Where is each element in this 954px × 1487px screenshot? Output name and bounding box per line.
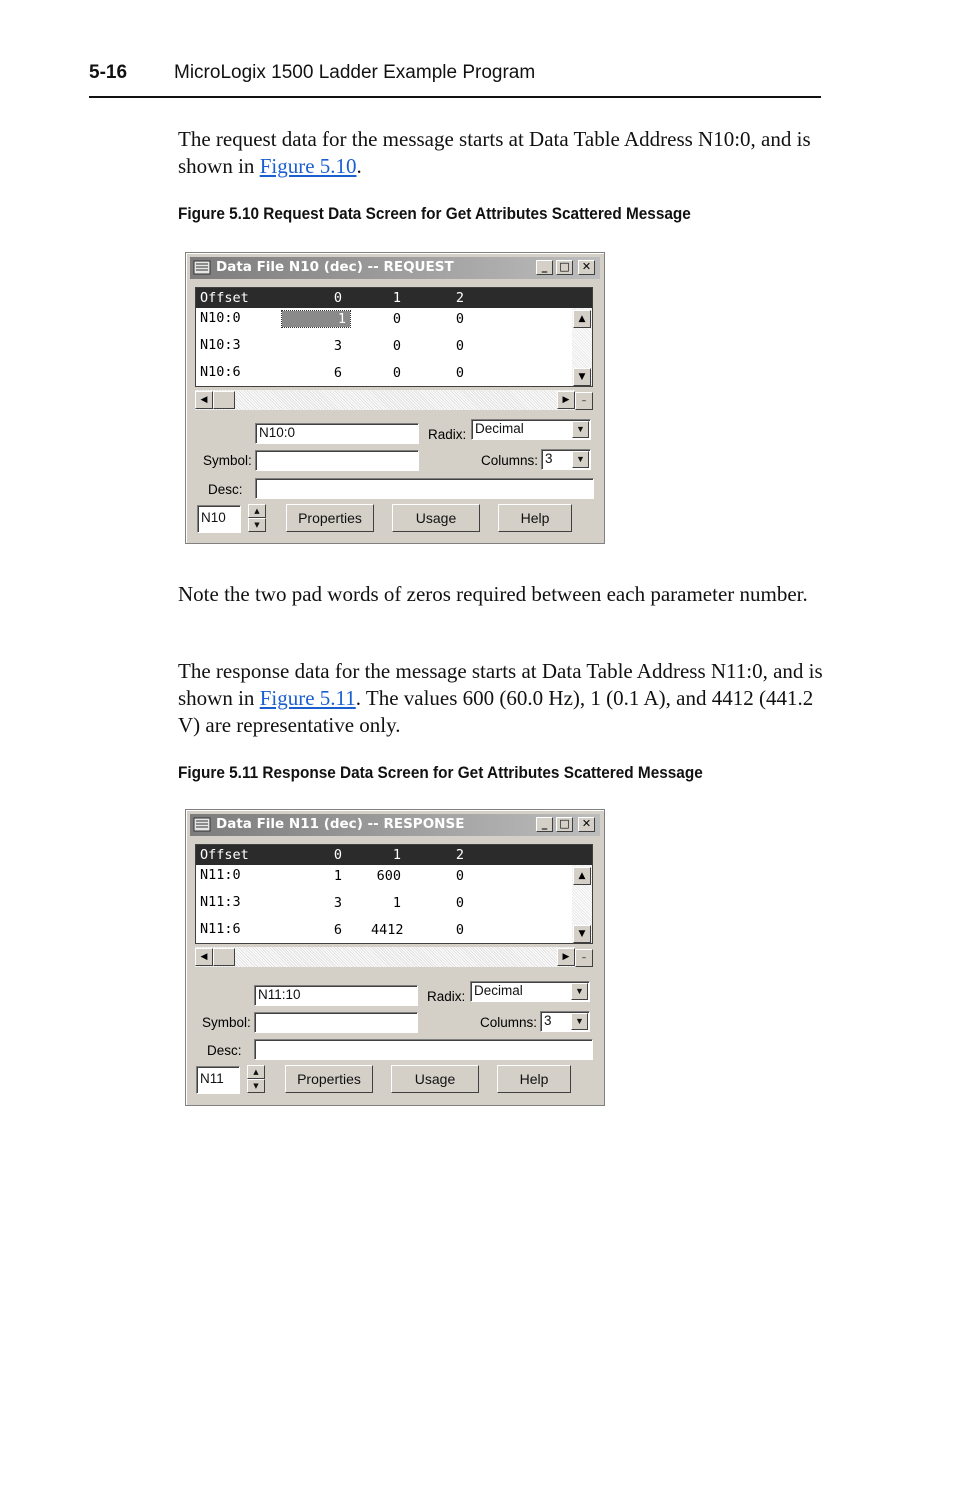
scroll-down-icon[interactable]: ▼: [573, 368, 591, 386]
page-header: [89, 60, 821, 98]
close-button[interactable]: ✕: [578, 817, 595, 832]
data-cell[interactable]: 3: [333, 338, 342, 354]
file-number-field[interactable]: N10: [197, 505, 241, 533]
scroll-up-icon[interactable]: ▲: [573, 310, 591, 328]
symbol-field[interactable]: [255, 450, 419, 471]
chevron-down-icon[interactable]: ▼: [571, 1013, 588, 1030]
desc-field[interactable]: [255, 478, 594, 499]
table-row: [196, 892, 572, 916]
table-row: [196, 362, 572, 386]
data-grid: [195, 287, 593, 387]
window-title: Data File N10 (dec) -- REQUEST: [216, 259, 454, 275]
desc-label: Desc:: [208, 482, 243, 497]
table-row: [196, 865, 572, 889]
paragraph-text-end: .: [356, 154, 362, 178]
data-grid: [195, 844, 593, 944]
data-cell[interactable]: 0: [455, 311, 464, 327]
running-title: MicroLogix 1500 Ladder Example Program: [174, 62, 536, 83]
columns-label: Columns:: [480, 1015, 538, 1030]
scroll-up-icon[interactable]: ▲: [573, 867, 591, 885]
columns-label: Columns:: [481, 453, 539, 468]
grid-header: [196, 288, 592, 308]
row-address: N10:3: [200, 337, 241, 353]
window-title-bar: [190, 814, 600, 836]
minimize-button[interactable]: _: [536, 260, 553, 275]
figure-5-11-link[interactable]: Figure 5.11: [259, 686, 356, 710]
column-header-1: 1: [392, 290, 401, 306]
data-file-icon: [193, 817, 211, 832]
symbol-field[interactable]: [254, 1012, 418, 1033]
radix-select[interactable]: [471, 419, 591, 440]
file-number-spinner[interactable]: [248, 504, 266, 532]
request-data-file-window: [185, 252, 605, 544]
help-button[interactable]: Help: [498, 504, 572, 532]
scroll-left-icon[interactable]: ◀: [195, 391, 213, 409]
row-address: N11:3: [200, 894, 241, 910]
spin-down-icon[interactable]: ▼: [248, 518, 266, 532]
radix-value: Decimal: [474, 983, 523, 998]
data-cell[interactable]: 3: [333, 895, 342, 911]
paragraph-note: Note the two pad words of zeros required between each parameter number.: [178, 582, 808, 606]
table-row: [196, 308, 572, 332]
paragraph-response: [178, 658, 828, 739]
paragraph-request: [178, 126, 828, 180]
column-header-2: 2: [455, 290, 464, 306]
window-title-bar: [190, 257, 600, 279]
scroll-thumb[interactable]: [213, 948, 235, 966]
scroll-down-icon[interactable]: ▼: [573, 925, 591, 943]
paragraph-text: The request data for the message starts at Data Table Address N10:0, and is shown in: [178, 127, 811, 178]
data-file-icon: [193, 260, 211, 275]
maximize-button[interactable]: □: [556, 817, 573, 832]
column-header-offset: Offset: [200, 847, 249, 863]
scroll-right-icon[interactable]: ▶: [557, 391, 575, 409]
columns-value: 3: [544, 1013, 552, 1028]
radix-label: Radix:: [427, 989, 466, 1004]
data-cell[interactable]: 1: [333, 868, 342, 884]
data-cell[interactable]: 0: [392, 311, 401, 327]
radix-select[interactable]: [470, 981, 590, 1002]
data-cell[interactable]: 0: [455, 338, 464, 354]
figure-5-11-caption: Figure 5.11 Response Data Screen for Get Attributes Scattered Message: [178, 764, 703, 782]
grid-header: [196, 845, 592, 865]
file-number-spinner[interactable]: [247, 1065, 265, 1093]
figure-5-10-link[interactable]: Figure 5.10: [259, 154, 357, 178]
horizontal-scrollbar[interactable]: [195, 390, 575, 410]
data-cell[interactable]: 0: [455, 895, 464, 911]
help-button[interactable]: Help: [497, 1065, 571, 1093]
split-pane-icon[interactable]: –: [575, 949, 593, 967]
chevron-down-icon[interactable]: ▼: [572, 451, 589, 468]
minimize-button[interactable]: _: [536, 817, 553, 832]
data-cell[interactable]: 0: [455, 868, 464, 884]
usage-button[interactable]: Usage: [391, 1065, 479, 1093]
column-header-offset: Offset: [200, 290, 249, 306]
data-cell[interactable]: 600: [376, 868, 401, 884]
data-cell[interactable]: 6: [333, 922, 342, 938]
scroll-right-icon[interactable]: ▶: [557, 948, 575, 966]
data-cell[interactable]: 6: [333, 365, 342, 381]
data-cell[interactable]: 0: [455, 365, 464, 381]
data-cell[interactable]: 0: [455, 922, 464, 938]
address-field[interactable]: N10:0: [255, 423, 419, 444]
table-row: [196, 919, 572, 943]
columns-select[interactable]: [541, 449, 591, 470]
close-button[interactable]: ✕: [578, 260, 595, 275]
table-row: [196, 335, 572, 359]
chevron-down-icon[interactable]: ▼: [571, 983, 588, 1000]
data-cell[interactable]: 1: [392, 895, 401, 911]
split-pane-icon[interactable]: –: [575, 392, 593, 410]
maximize-button[interactable]: □: [556, 260, 573, 275]
data-cell[interactable]: 0: [392, 338, 401, 354]
vertical-scrollbar[interactable]: [572, 308, 592, 386]
desc-label: Desc:: [207, 1043, 242, 1058]
file-number-field[interactable]: N11: [196, 1066, 240, 1094]
data-cell[interactable]: 4412: [371, 922, 404, 938]
selected-cell[interactable]: 1: [282, 311, 350, 327]
column-header-1: 1: [392, 847, 401, 863]
symbol-label: Symbol:: [202, 1015, 251, 1030]
scroll-thumb[interactable]: [213, 391, 235, 409]
columns-value: 3: [545, 451, 553, 466]
row-address: N10:0: [200, 310, 241, 326]
radix-value: Decimal: [475, 421, 524, 436]
desc-field[interactable]: [254, 1039, 593, 1060]
properties-button[interactable]: Properties: [286, 504, 374, 532]
column-header-2: 2: [455, 847, 464, 863]
scroll-left-icon[interactable]: ◀: [195, 948, 213, 966]
paragraph-text-end: . The values 600 (60.0 Hz), 1 (0.1 A), and 4412 (441.2 V) are representative only.: [178, 686, 814, 737]
spin-up-icon[interactable]: ▲: [247, 1065, 265, 1079]
address-field[interactable]: N11:10: [254, 985, 418, 1006]
row-address: N11:6: [200, 921, 241, 937]
column-header-0: 0: [333, 847, 342, 863]
columns-select[interactable]: [540, 1011, 590, 1032]
figure-5-10-caption: Figure 5.10 Request Data Screen for Get Attributes Scattered Message: [178, 205, 691, 223]
spin-up-icon[interactable]: ▲: [248, 504, 266, 518]
data-cell[interactable]: 0: [392, 365, 401, 381]
row-address: N11:0: [200, 867, 241, 883]
response-data-file-window: [185, 809, 605, 1106]
spin-down-icon[interactable]: ▼: [247, 1079, 265, 1093]
row-address: N10:6: [200, 364, 241, 380]
symbol-label: Symbol:: [203, 453, 252, 468]
properties-button[interactable]: Properties: [285, 1065, 373, 1093]
window-title: Data File N11 (dec) -- RESPONSE: [216, 816, 465, 832]
column-header-0: 0: [333, 290, 342, 306]
paragraph-text: The response data for the message starts at Data Table Address N11:0, and is shown in: [178, 659, 823, 710]
vertical-scrollbar[interactable]: [572, 865, 592, 943]
horizontal-scrollbar[interactable]: [195, 947, 575, 967]
page-number: 5-16: [89, 62, 128, 83]
chevron-down-icon[interactable]: ▼: [572, 421, 589, 438]
radix-label: Radix:: [428, 427, 467, 442]
usage-button[interactable]: Usage: [392, 504, 480, 532]
